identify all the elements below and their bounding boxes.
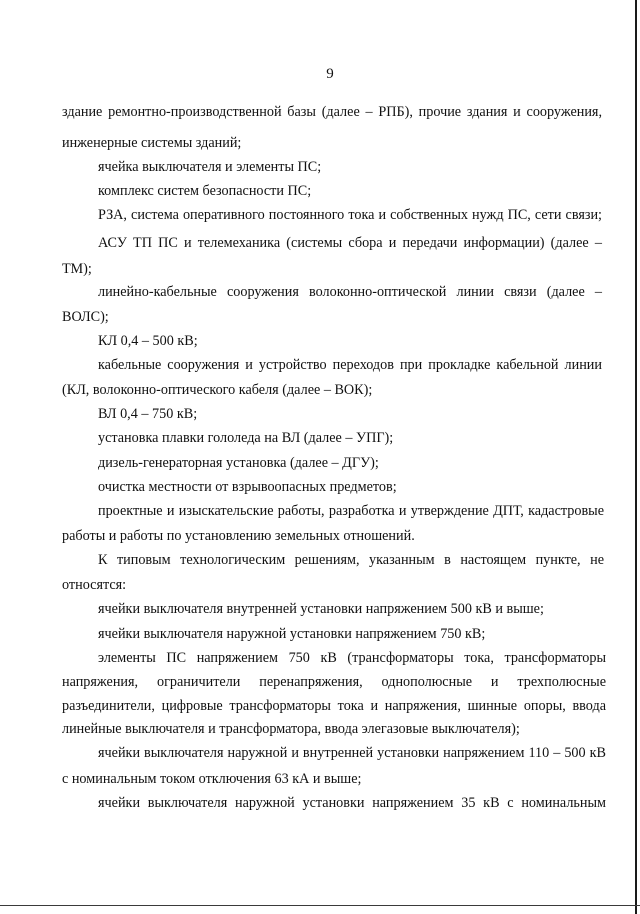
text-line: ячейка выключателя и элементы ПС;	[98, 159, 322, 175]
text-line: КЛ 0,4 – 500 кВ;	[98, 333, 198, 349]
text-line: очистка местности от взрывоопасных предметов;	[98, 479, 397, 495]
scan-bottom-edge	[0, 905, 640, 906]
text-line: разъединители, цифровые трансформаторы тока и напряжения, шинные опоры, ввода	[62, 698, 606, 714]
text-line: ТМ);	[62, 261, 92, 277]
text-line: К типовым технологическим решениям, указанным в настоящем пункте, не	[98, 552, 604, 568]
text-line: АСУ ТП ПС и телемеханика (системы сбора и передачи информации) (далее –	[98, 235, 602, 251]
page-number: 9	[326, 66, 334, 82]
text-line: ВЛ 0,4 – 750 кВ;	[98, 406, 198, 422]
text-line: линейные выключателя и трансформатора, ввода элегазовые выключателя);	[62, 721, 520, 737]
text-line: с номинальным током отключения 63 кА и выше;	[62, 771, 362, 787]
text-line: элементы ПС напряжением 750 кВ (трансформаторы тока, трансформаторы	[98, 650, 606, 666]
text-line: здание ремонтно-производственной базы (далее – РПБ), прочие здания и сооружения,	[62, 104, 602, 120]
text-line: дизель-генераторная установка (далее – ДГУ);	[98, 455, 379, 471]
text-line: относятся:	[62, 577, 127, 593]
text-line: ячейки выключателя наружной установки напряжением 750 кВ;	[98, 626, 486, 642]
text-line: ячейки выключателя наружной установки напряжением 35 кВ с номинальным	[98, 795, 606, 811]
text-line: работы и работы по установлению земельных отношений.	[62, 528, 415, 544]
text-line: напряжения, ограничители перенапряжения, однополюсные и трехполюсные	[62, 674, 606, 690]
text-line: инженерные системы зданий;	[62, 135, 242, 151]
text-line: линейно-кабельные сооружения волоконно-оптической линии связи (далее –	[98, 284, 602, 300]
text-line: РЗА, система оперативного постоянного тока и собственных нужд ПС, сети связи;	[98, 207, 602, 223]
text-line: ячейки выключателя внутренней установки напряжением 500 кВ и выше;	[98, 601, 544, 617]
text-line: комплекс систем безопасности ПС;	[98, 183, 312, 199]
text-line: ячейки выключателя наружной и внутренней установки напряжением 110 – 500 кВ	[98, 745, 606, 761]
text-line: установка плавки гололеда на ВЛ (далее – УПГ);	[98, 430, 394, 446]
text-line: ВОЛС);	[62, 309, 109, 325]
text-line: проектные и изыскательские работы, разработка и утверждение ДПТ, кадастровые	[98, 503, 604, 519]
scan-right-edge	[635, 0, 637, 914]
text-line: (КЛ, волоконно-оптического кабеля (далее – ВОК);	[62, 382, 373, 398]
text-line: кабельные сооружения и устройство переходов при прокладке кабельной линии	[98, 357, 602, 373]
